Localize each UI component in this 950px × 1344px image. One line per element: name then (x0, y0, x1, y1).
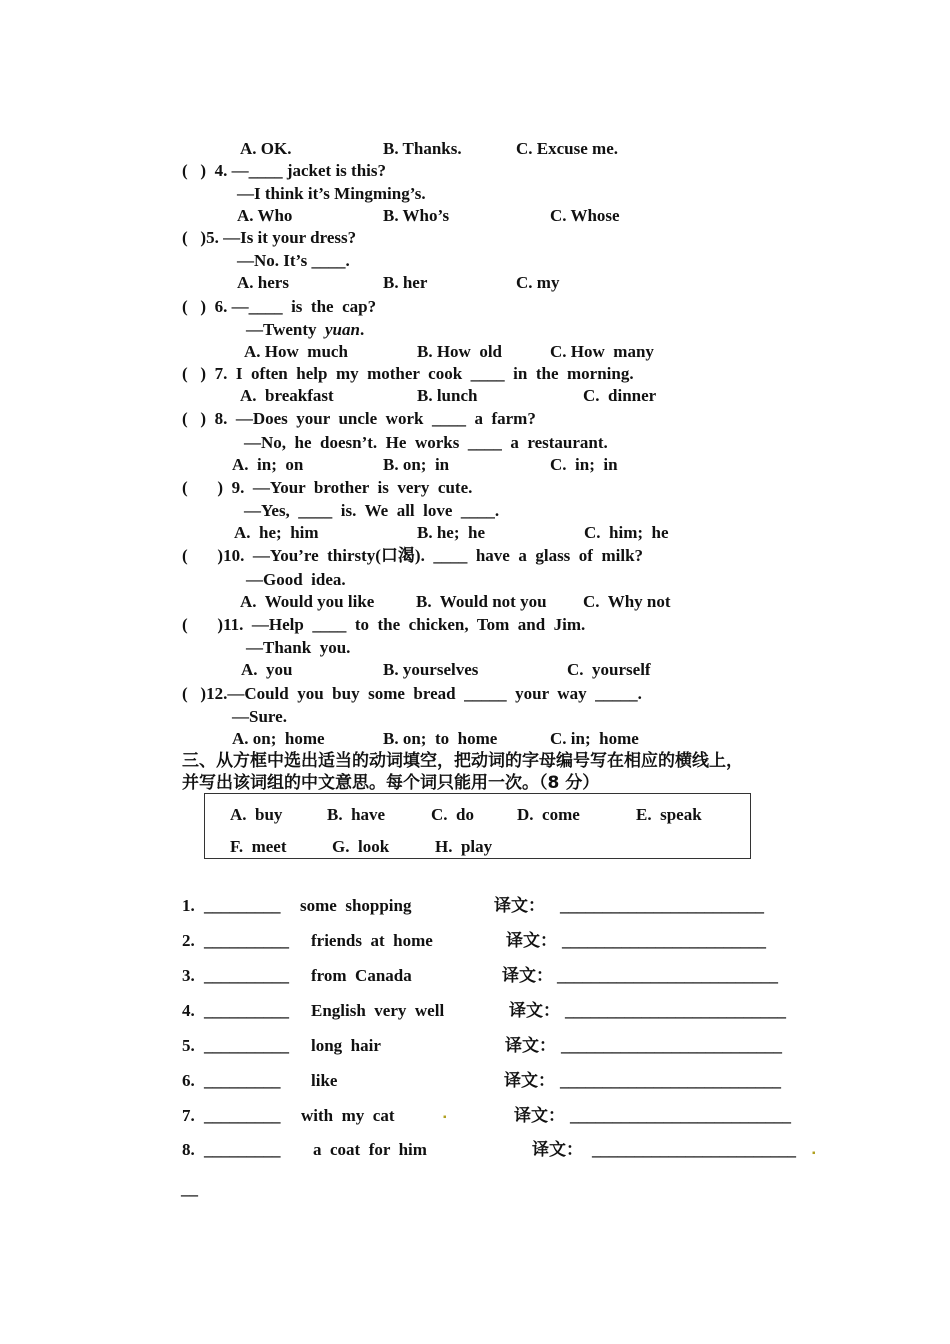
q10-stem: ( )10. ―You’re thirsty(口渴). ____ have a glass of milk? (182, 546, 644, 565)
item-answer-blank[interactable]: __________ (204, 1001, 289, 1020)
item-translation-label: 译文： (514, 1106, 565, 1126)
speck-mark: ▪ (812, 1148, 816, 1159)
word-option: A. buy (230, 805, 283, 824)
q6-line2: ―Twenty yuan. (246, 320, 365, 339)
item-number: 7. (182, 1106, 195, 1125)
q3-option-b: B. Thanks. (383, 139, 462, 158)
item-phrase: English very well (311, 1001, 445, 1020)
item-translation-blank[interactable]: __________________________ (565, 1001, 786, 1020)
q9-option-c: C. him; he (584, 523, 669, 542)
item-answer-blank[interactable]: __________ (204, 931, 289, 950)
item-translation-blank[interactable]: __________________________ (557, 966, 778, 985)
q8-stem: ( ) 8. ―Does your uncle work ____ a farm? (182, 409, 536, 428)
q11-option-b: B. yourselves (383, 660, 479, 679)
q7-option-b: B. lunch (417, 386, 478, 405)
item-phrase: like (311, 1071, 338, 1090)
q4-option-c: C. Whose (550, 206, 620, 225)
q4-option-b: B. Who’s (383, 206, 450, 225)
q4-stem: ( ) 4. ―____ jacket is this? (182, 161, 386, 180)
q7-option-c: C. dinner (583, 386, 657, 405)
item-translation-label: 译文： (506, 931, 557, 951)
item-translation-label: 译文： (494, 896, 545, 916)
item-answer-blank[interactable]: _________ (204, 1106, 281, 1125)
speck-mark: ▪ (443, 1112, 447, 1123)
item-phrase: from Canada (311, 966, 412, 985)
q12-option-c: C. in; home (550, 729, 639, 748)
item-number: 2. (182, 931, 195, 950)
q3-option-a: A. OK. (240, 139, 292, 158)
item-phrase: some shopping (300, 896, 412, 915)
item-number: 8. (182, 1140, 195, 1159)
word-option: E. speak (636, 805, 702, 824)
q9-option-a: A. he; him (234, 523, 319, 542)
item-number: 4. (182, 1001, 195, 1020)
item-phrase: a coat for him (313, 1140, 427, 1159)
q8-option-b: B. on; in (383, 455, 450, 474)
q8-option-c: C. in; in (550, 455, 618, 474)
item-phrase: with my cat (301, 1106, 395, 1125)
item-translation-blank[interactable]: ________________________ (562, 931, 766, 950)
item-translation-label: 译文： (532, 1140, 583, 1160)
item-number: 6. (182, 1071, 195, 1090)
q6-option-a: A. How much (244, 342, 348, 361)
q11-option-c: C. yourself (567, 660, 651, 679)
q12-option-b: B. on; to home (383, 729, 498, 748)
q4-option-a: A. Who (237, 206, 293, 225)
q6-stem: ( ) 6. ―____ is the cap? (182, 297, 377, 316)
q10-option-a: A. Would you like (240, 592, 375, 611)
item-translation-blank[interactable]: ________________________ (592, 1140, 796, 1159)
item-number: 5. (182, 1036, 195, 1055)
item-answer-blank[interactable]: _________ (204, 896, 281, 915)
q5-stem: ( )5. ―Is it your dress? (182, 228, 357, 247)
item-answer-blank[interactable]: _________ (204, 1140, 281, 1159)
item-translation-blank[interactable]: __________________________ (570, 1106, 791, 1125)
q10-option-c: C. Why not (583, 592, 671, 611)
item-phrase: long hair (311, 1036, 381, 1055)
q10-option-b: B. Would not you (416, 592, 547, 611)
item-answer-blank[interactable]: _________ (204, 1071, 281, 1090)
q5-option-b: B. her (383, 273, 428, 292)
q11-line2: ―Thank you. (246, 638, 351, 657)
item-translation-label: 译文： (504, 1071, 555, 1091)
q9-line2: ―Yes, ____ is. We all love ____. (244, 501, 500, 520)
q6-option-b: B. How old (417, 342, 503, 361)
q4-line2: ―I think it’s Mingming’s. (237, 184, 426, 203)
trailing-dash: __ (181, 1179, 198, 1198)
q5-option-a: A. hers (237, 273, 289, 292)
word-option: D. come (517, 805, 580, 824)
q12-line2: ―Sure. (232, 707, 287, 726)
word-option: H. play (435, 837, 493, 856)
q8-line2: ―No, he doesn’t. He works ____ a restaurant. (244, 433, 608, 452)
q7-stem: ( ) 7. I often help my mother cook ____ in the morning. (182, 364, 634, 383)
q6-option-c: C. How many (550, 342, 654, 361)
item-answer-blank[interactable]: __________ (204, 1036, 289, 1055)
item-translation-blank[interactable]: __________________________ (560, 1071, 781, 1090)
q5-option-c: C. my (516, 273, 560, 292)
item-translation-label: 译文： (509, 1001, 560, 1021)
q11-option-a: A. you (241, 660, 293, 679)
q12-stem: ( )12.―Could you buy some bread _____ your way _____. (182, 684, 642, 703)
q3-option-c: C. Excuse me. (516, 139, 618, 158)
item-translation-label: 译文： (502, 966, 553, 986)
section3-title-line2: 并写出该词组的中文意思。每个词只能用一次。（8 分） (182, 773, 600, 793)
section3-title-line1: 三、从方框中选出适当的动词填空，把动词的字母编号写在相应的横线上， (182, 751, 743, 771)
word-option: B. have (327, 805, 386, 824)
q9-stem: ( ) 9. ―Your brother is very cute. (182, 478, 473, 497)
q10-line2: ―Good idea. (246, 570, 346, 589)
q5-line2: ―No. It’s ____. (237, 251, 350, 270)
word-option: G. look (332, 837, 390, 856)
item-phrase: friends at home (311, 931, 433, 950)
item-translation-blank[interactable]: __________________________ (561, 1036, 782, 1055)
item-translation-label: 译文： (505, 1036, 556, 1056)
word-option: C. do (431, 805, 474, 824)
q11-stem: ( )11. ―Help ____ to the chicken, Tom and Jim. (182, 615, 586, 634)
item-translation-blank[interactable]: ________________________ (560, 896, 764, 915)
q7-option-a: A. breakfast (240, 386, 334, 405)
q12-option-a: A. on; home (232, 729, 325, 748)
item-answer-blank[interactable]: __________ (204, 966, 289, 985)
item-number: 1. (182, 896, 195, 915)
word-option: F. meet (230, 837, 287, 856)
item-number: 3. (182, 966, 195, 985)
q8-option-a: A. in; on (232, 455, 304, 474)
q9-option-b: B. he; he (417, 523, 485, 542)
